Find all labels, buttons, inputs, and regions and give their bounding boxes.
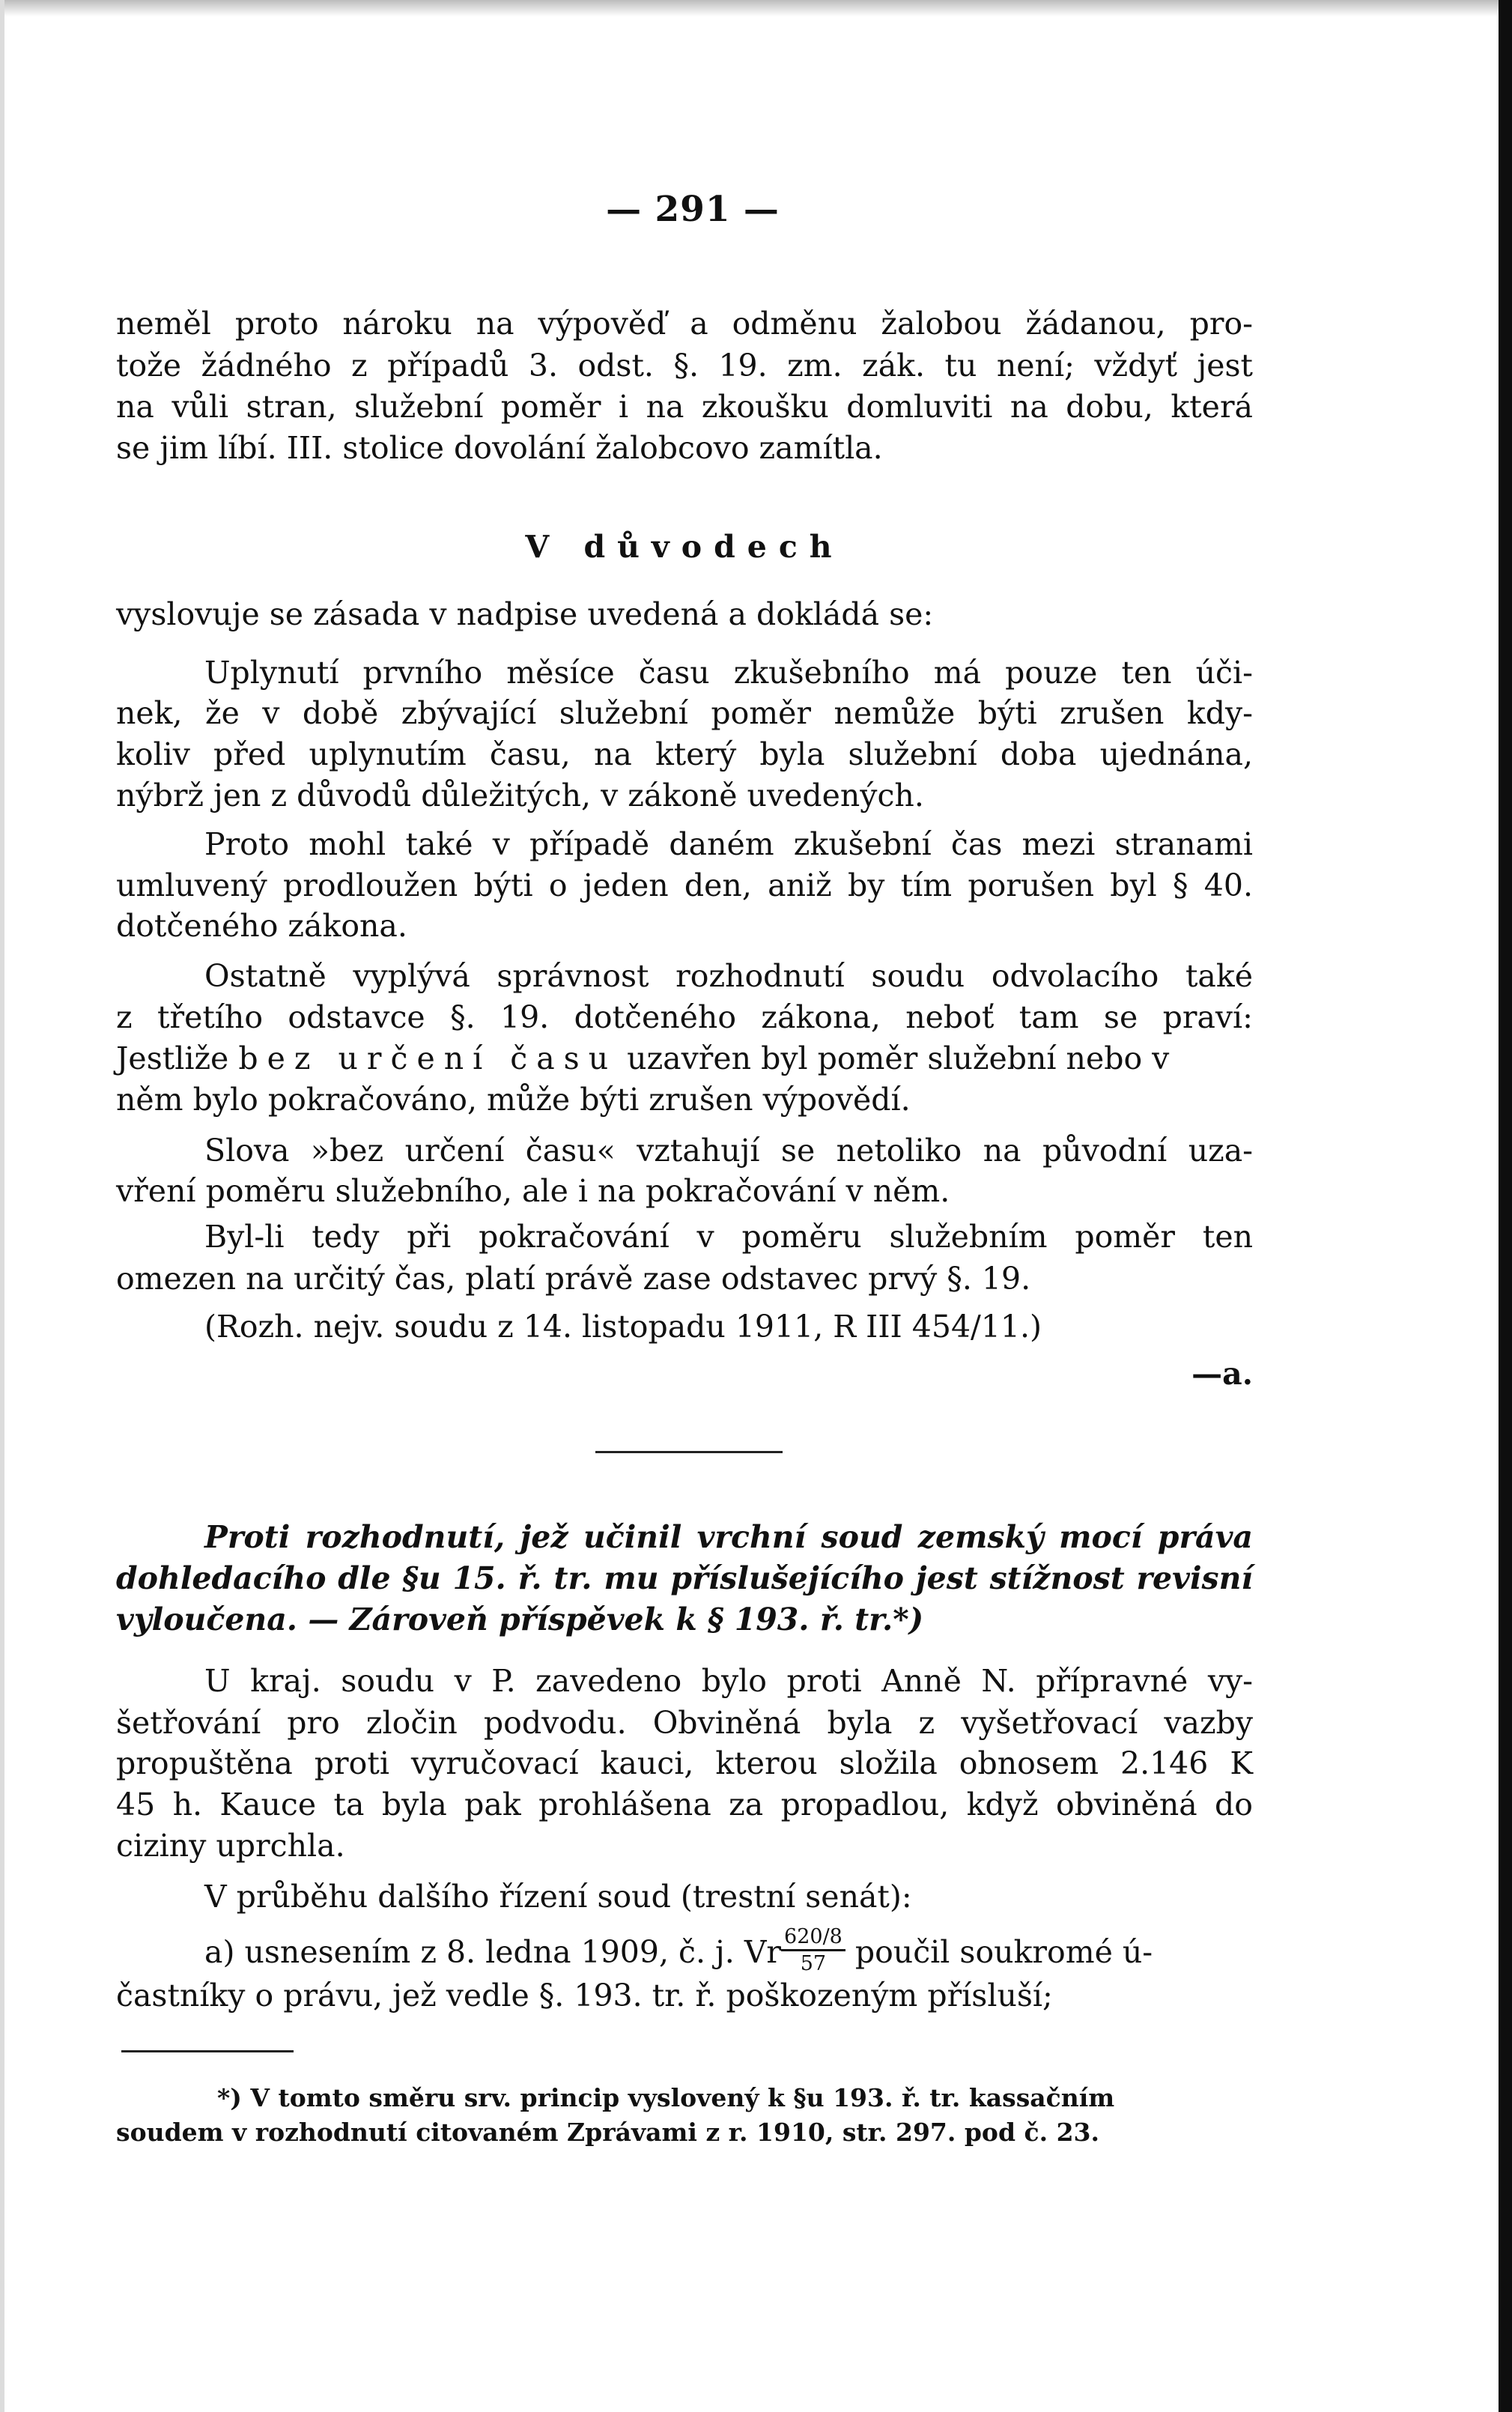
text-run: Jestliže — [116, 1040, 239, 1076]
text-run: a) usnesením z 8. ledna 1909, č. j. Vr — [204, 1934, 782, 1970]
text-line: ciziny uprchla. — [116, 1828, 345, 1864]
text-line — [116, 1040, 1253, 1076]
text-line: U kraj. soudu v P. zavedeno bylo proti Anně N. přípravné vy- — [204, 1663, 1253, 1699]
section-divider — [595, 1451, 783, 1453]
text-run: uzavřen byl poměr služební nebo v — [617, 1040, 1170, 1076]
text-line: nýbrž jen z důvodů důležitých, v zákoně uvedených. — [116, 778, 924, 813]
text-line: Proto mohl také v případě daném zkušební čas mezi stranami — [204, 826, 1253, 862]
text-line: Byl-li tedy při pokračování v poměru služebním poměr ten — [204, 1219, 1253, 1255]
case-number-fraction — [781, 1927, 845, 1974]
text-line: vření poměru služebního, ale i na pokračování v něm. — [116, 1173, 950, 1209]
signature: —a. — [1191, 1356, 1253, 1392]
italic-heading-line: vyloučena. — Zároveň příspěvek k § 193. ř. tr.*) — [116, 1602, 924, 1637]
text-line: V průběhu dalšího řízení soud (trestní senát): — [204, 1879, 912, 1915]
text-line: nek, že v době zbývající služební poměr nemůže býti zrušen kdy- — [116, 695, 1253, 731]
text-line: z třetího odstavce §. 19. dotčeného zákona, neboť tam se praví: — [116, 999, 1253, 1035]
text-line: propuštěna proti vyručovací kauci, kterou složila obnosem 2.146 K — [116, 1745, 1253, 1781]
scan-left-edge — [0, 0, 4, 2412]
text-line: něm bylo pokračováno, může býti zrušen výpovědí. — [116, 1082, 911, 1118]
footnote-line: soudem v rozhodnutí citovaném Zprávami z r. 1910, str. 297. pod č. 23. — [116, 2118, 1099, 2147]
scan-top-shadow — [0, 0, 1512, 16]
text-line: Uplynutí prvního měsíce času zkušebního má pouze ten úči- — [204, 655, 1253, 691]
text-line: koliv před uplynutím času, na který byla služební doba ujednána, — [116, 736, 1253, 772]
italic-heading-line: Proti rozhodnutí, jež učinil vrchní soud zemský mocí práva — [204, 1519, 1253, 1555]
text-line: tože žádného z případů 3. odst. §. 19. zm. zák. tu není; vždyť jest — [116, 348, 1253, 384]
text-line: se jim líbí. III. stolice dovolání žalobcovo zamítla. — [116, 430, 883, 466]
text-line: Slova »bez určení času« vztahují se netoliko na původní uza- — [204, 1133, 1253, 1169]
footnote-divider — [121, 2050, 294, 2052]
spaced-emphasis: bez určení času — [238, 1040, 618, 1076]
text-line: šetřování pro zločin podvodu. Obviněná byla z vyšetřovací vazby — [116, 1705, 1253, 1741]
footnote-line: *) V tomto směru srv. princip vyslovený k §u 193. ř. tr. kassačním — [217, 2083, 1115, 2112]
text-run: poučil soukromé ú- — [845, 1934, 1153, 1970]
fraction-denominator: 57 — [800, 1952, 827, 1975]
citation: (Rozh. nejv. soudu z 14. listopadu 1911, R III 454/11.) — [204, 1309, 1042, 1345]
text-line: vyslovuje se zásada v nadpise uvedená a dokládá se: — [116, 596, 934, 632]
section-heading: V důvodech — [525, 529, 844, 565]
text-line: omezen na určitý čas, platí právě zase odstavec prvý §. 19. — [116, 1261, 1031, 1297]
italic-heading-line: dohledacího dle §u 15. ř. tr. mu příslušejícího jest stížnost revisní — [116, 1560, 1253, 1596]
text-line: neměl proto nároku na výpověď a odměnu žalobou žádanou, pro- — [116, 306, 1253, 342]
text-line — [204, 1925, 1253, 1978]
text-line: Ostatně vyplývá správnost rozhodnutí soudu odvolacího také — [204, 958, 1253, 994]
text-line: 45 h. Kauce ta byla pak prohlášena za propadlou, když obviněná do — [116, 1787, 1253, 1822]
text-line: dotčeného zákona. — [116, 908, 407, 944]
page-number: — 291 — — [606, 189, 780, 230]
text-line: na vůli stran, služební poměr i na zkoušku domluviti na dobu, která — [116, 389, 1253, 425]
text-line: umluvený prodloužen býti o jeden den, aniž by tím porušen byl § 40. — [116, 867, 1253, 903]
scan-right-edge — [1499, 0, 1512, 2412]
text-line: častníky o právu, jež vedle §. 193. tr. ř. poškozeným přísluší; — [116, 1978, 1053, 2013]
fraction-numerator: 620/8 — [781, 1927, 845, 1951]
